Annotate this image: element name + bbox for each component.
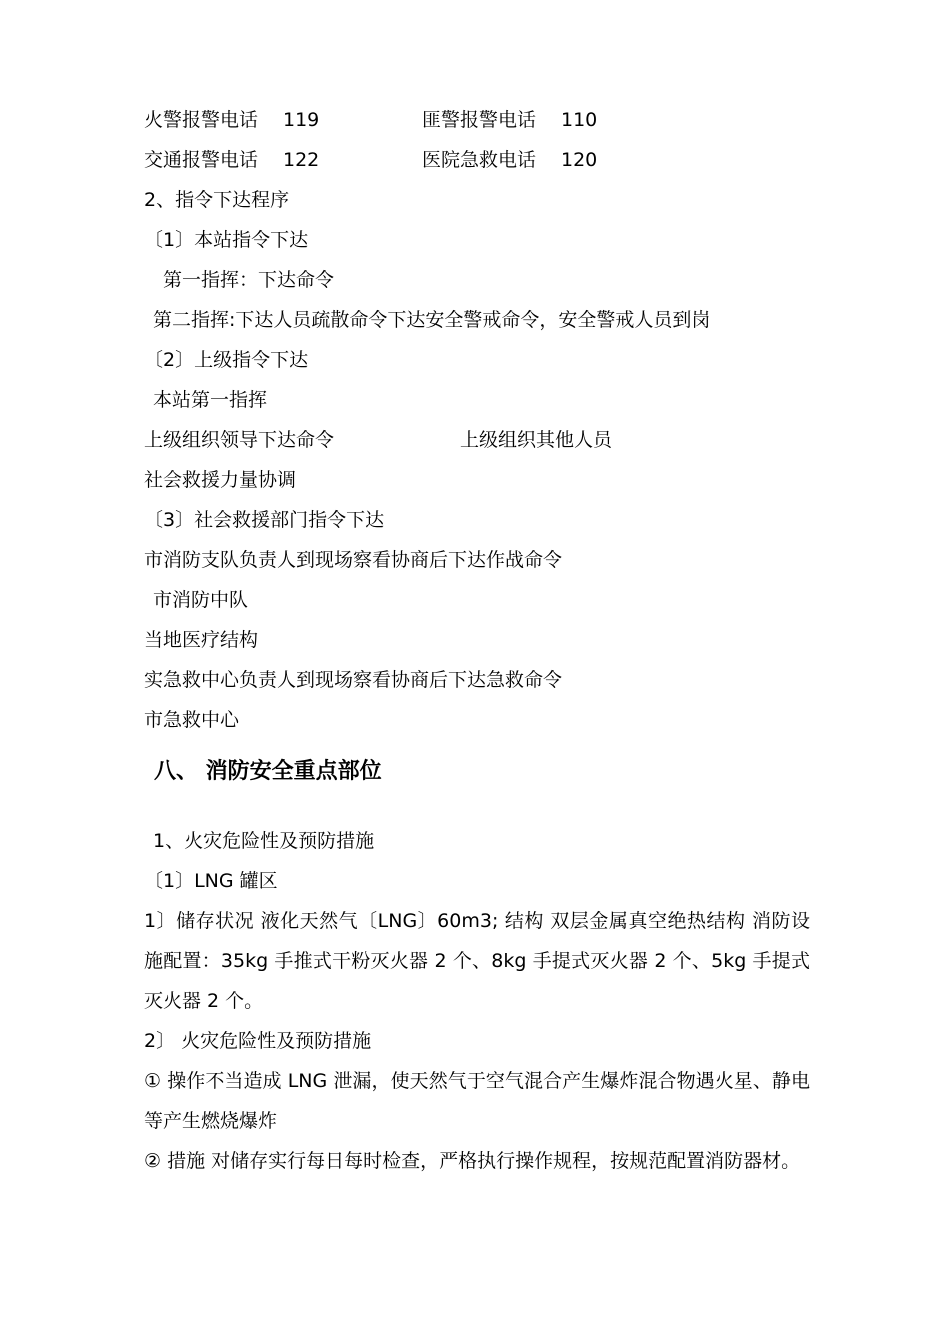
storage-status-paragraph: 1〕储存状况 液化天然气〔LNG〕60m3; 结构 双层金属真空绝热结构 消防设施配置：35kg 手推式干粉灭火器 2 个、8kg 手提式灭火器 2 个、5kg 手提式灭火器 2 个。 — [144, 910, 810, 1012]
local-medical-structure: 当地医疗结构 — [144, 629, 259, 651]
fire-risk-subheading: 2〕 火灾危险性及预防措施 — [144, 1030, 372, 1052]
command-procedure-heading: 2、指令下达程序 — [144, 189, 290, 211]
police-phone-label: 匪警报警电话 — [422, 109, 537, 131]
lng-tank-area-heading: 〔1〕LNG 罐区 — [144, 870, 278, 892]
fire-phone-label: 火警报警电话 — [144, 109, 259, 131]
traffic-phone-label: 交通报警电话 — [144, 149, 259, 171]
police-phone-number: 110 — [561, 109, 598, 131]
traffic-phone-number: 122 — [283, 149, 320, 171]
fire-phone-number: 119 — [283, 109, 320, 131]
social-rescue-coordination: 社会救援力量协调 — [144, 469, 297, 491]
second-commander-line: 第二指挥:下达人员疏散命令下达安全警戒命令，安全警戒人员到岗 — [153, 309, 711, 331]
section-title: 八、 消防安全重点部位 — [154, 759, 382, 784]
hospital-phone-number: 120 — [561, 149, 598, 171]
fire-brigade-command-line: 市消防支队负责人到现场察看协商后下达作战命令 — [144, 549, 563, 571]
first-commander-line: 第一指挥：下达命令 — [163, 269, 335, 291]
risk-item-1: ① 操作不当造成 LNG 泄漏，使天然气于空气混合产生爆炸混合物遇火星、静电等产生燃烧爆炸 — [144, 1070, 810, 1132]
superior-other-staff: 上级组织其他人员 — [460, 429, 613, 451]
superior-command-heading: 〔2〕上级指令下达 — [144, 349, 309, 371]
superior-leader-line: 上级组织领导下达命令 — [144, 429, 335, 451]
station-command-heading: 〔1〕本站指令下达 — [144, 229, 309, 251]
city-emergency-center: 市急救中心 — [144, 709, 240, 731]
city-fire-squad: 市消防中队 — [153, 589, 249, 611]
hospital-phone-label: 医院急救电话 — [422, 149, 537, 171]
fire-risk-heading: 1、火灾危险性及预防措施 — [153, 830, 375, 852]
station-first-commander: 本站第一指挥 — [153, 389, 268, 411]
emergency-center-command-line: 实急救中心负责人到现场察看协商后下达急救命令 — [144, 669, 563, 691]
social-rescue-command-heading: 〔3〕社会救援部门指令下达 — [144, 509, 385, 531]
risk-item-2: ② 措施 对储存实行每日每时检查，严格执行操作规程，按规范配置消防器材。 — [144, 1150, 801, 1172]
